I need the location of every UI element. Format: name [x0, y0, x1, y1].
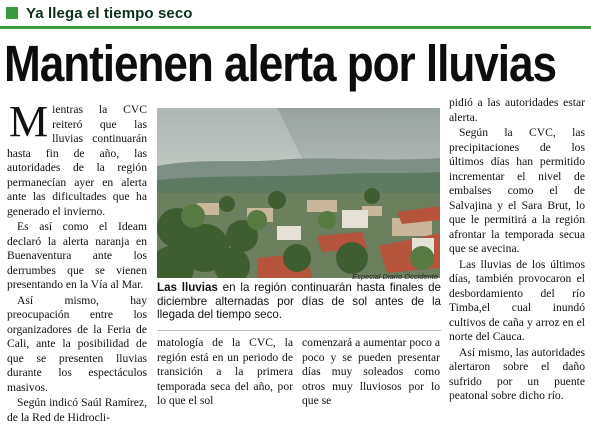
article-paragraph: pidió a las autoridades estar alerta.	[449, 96, 585, 124]
article-paragraph: Así mismo, las autoridades alertaron sobre el daño sufrido por un puente peatonal sobre dicho río.	[449, 345, 585, 402]
article-column-left	[7, 97, 147, 425]
article-column-mid-2	[302, 336, 440, 409]
article-paragraph: Así mismo, hay preocupación entre los organizadores de la Feria de Cali, ante la posibilidad de que se presenten lluvias durante los espectáculos masivos.	[7, 293, 147, 394]
section-kicker	[6, 4, 193, 22]
article-photo	[157, 108, 440, 278]
article-paragraph: Las lluvias de los últimos días, también provocaron el desbordamiento del río Timba,el cual inundó cultivos de caña y arroz en el norte del Cauca.	[449, 257, 585, 343]
caption-text: en la región continuarán hasta finales de diciembre alternadas por días de sol antes de la llegada del tiempo seco.	[157, 281, 441, 321]
article-paragraph: matología de la CVC, la región está en un periodo de transición a la primera temporada seca del año, por lo que el sol	[157, 336, 293, 407]
article-paragraph: Mientras la CVC reiteró que las lluvias continuarán hasta fin de año, las autoridades de la región permanecían ayer en alerta ante las dificultades que ha generado el invierno.	[7, 97, 147, 218]
photo-credit: Especial Diario Occidente	[352, 272, 438, 281]
kicker-square-icon	[6, 7, 18, 19]
kicker-divider	[0, 26, 591, 29]
kicker-label: Ya llega el tiempo seco	[26, 4, 193, 22]
dropcap: M	[9, 97, 49, 146]
photo-caption	[157, 281, 441, 329]
article-paragraph: Es así como el Ideam declaró la alerta naranja en Buenaventura ante los derrumbes que se vienen presentando en la Vía al Mar.	[7, 220, 147, 291]
article-column-right	[449, 96, 585, 404]
article-paragraph: Según la CVC, las precipitaciones de los últimos días han permitido incrementar el nivel de embalses como el de Salvajina y el Sara Brut, lo que le permitirá a la región afrontar la temporada secua que se avecina.	[449, 126, 585, 255]
headline: Mantienen alerta por lluvias	[4, 35, 556, 92]
article-paragraph: Según indicó Saúl Ramírez, de la Red de Hidrocli-	[7, 396, 147, 424]
caption-divider	[157, 330, 441, 331]
article-column-mid-1	[157, 336, 293, 409]
article-paragraph: comenzará a aumentar poco a poco y se pueden presentar días muy soleados como otros muy lluviosos por lo que se	[302, 336, 440, 407]
caption-lead: Las lluvias	[157, 281, 218, 294]
